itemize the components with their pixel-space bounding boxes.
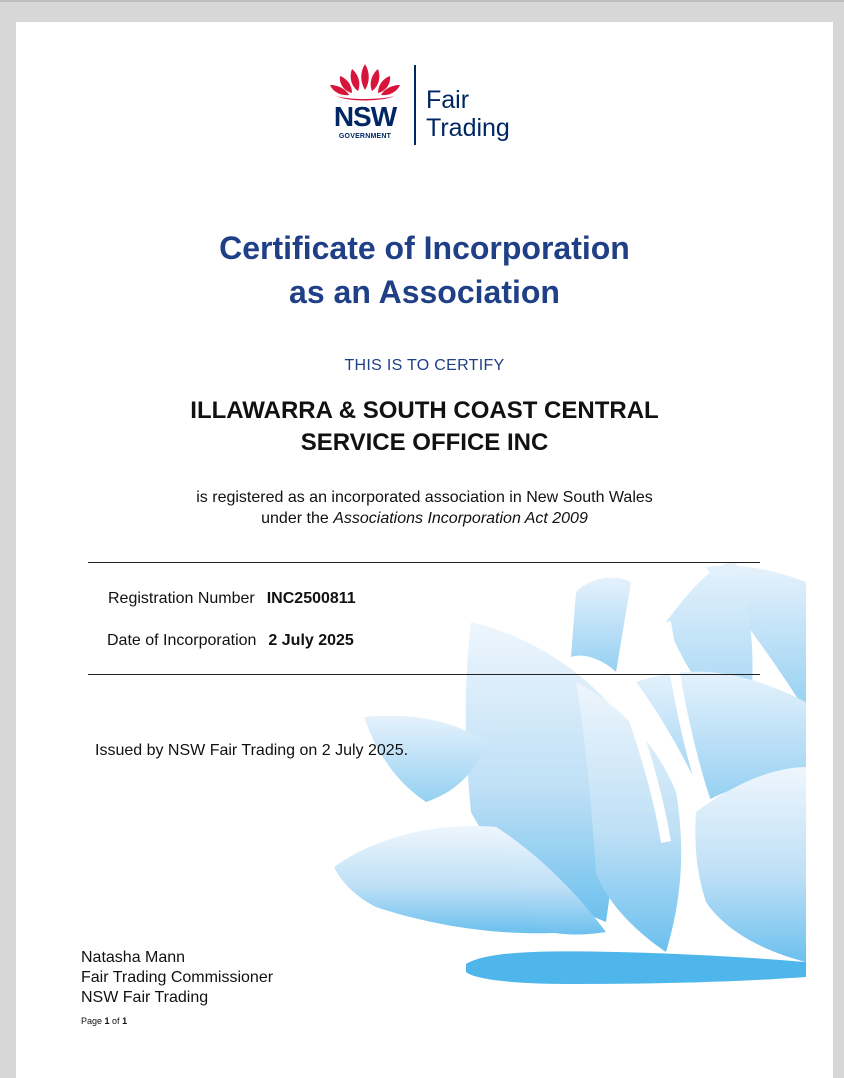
issued-statement: Issued by NSW Fair Trading on 2 July 2025.	[95, 742, 409, 759]
act-name: Associations Incorporation Act 2009	[333, 510, 588, 527]
registration-number-row	[108, 590, 356, 608]
waratah-background-icon	[16, 22, 833, 1078]
registration-statement-line-2	[16, 508, 833, 529]
signatory-name: Natasha Mann	[81, 949, 186, 966]
logo-fair: Fair	[426, 86, 470, 114]
waratah-flower-icon	[322, 60, 408, 104]
title-line-2: as an Association	[289, 274, 560, 310]
date-of-incorporation-value: 2 July 2025	[268, 632, 354, 649]
association-name-line-2: SERVICE OFFICE INC	[300, 429, 549, 456]
window-top-edge	[0, 0, 844, 2]
association-name-line-1: ILLAWARRA & SOUTH COAST CENTRAL	[190, 397, 659, 424]
page-of: of	[109, 1016, 123, 1026]
title-line-1: Certificate of Incorporation	[219, 230, 630, 266]
signatory-role: Fair Trading Commissioner	[81, 969, 274, 986]
nsw-fair-trading-logo	[322, 60, 542, 150]
association-name	[16, 395, 833, 459]
nsw-wordmark: NSW	[333, 101, 397, 132]
signatory-org: NSW Fair Trading	[81, 989, 209, 1006]
signatory-block	[81, 948, 273, 1008]
page-indicator	[81, 1016, 127, 1026]
logo-trading: Trading	[426, 114, 510, 142]
registration-statement	[16, 487, 833, 529]
registration-number-label: Registration Number	[108, 590, 255, 607]
certify-heading: THIS IS TO CERTIFY	[344, 357, 505, 374]
registration-number-value: INC2500811	[266, 590, 356, 607]
page-current: 1	[104, 1016, 110, 1026]
page-total: 1	[122, 1016, 128, 1026]
certificate-page	[16, 22, 833, 1078]
government-wordmark: GOVERNMENT	[338, 133, 392, 140]
page-prefix: Page	[81, 1016, 105, 1026]
act-prefix: under the	[261, 510, 334, 527]
logo-divider	[414, 65, 416, 145]
date-of-incorporation-row	[107, 632, 354, 650]
divider-bottom	[88, 674, 760, 675]
certificate-title	[16, 226, 833, 314]
date-of-incorporation-label: Date of Incorporation	[107, 632, 257, 649]
divider-top	[88, 562, 760, 563]
registration-statement-line-1: is registered as an incorporated association in New South Wales	[196, 489, 653, 506]
